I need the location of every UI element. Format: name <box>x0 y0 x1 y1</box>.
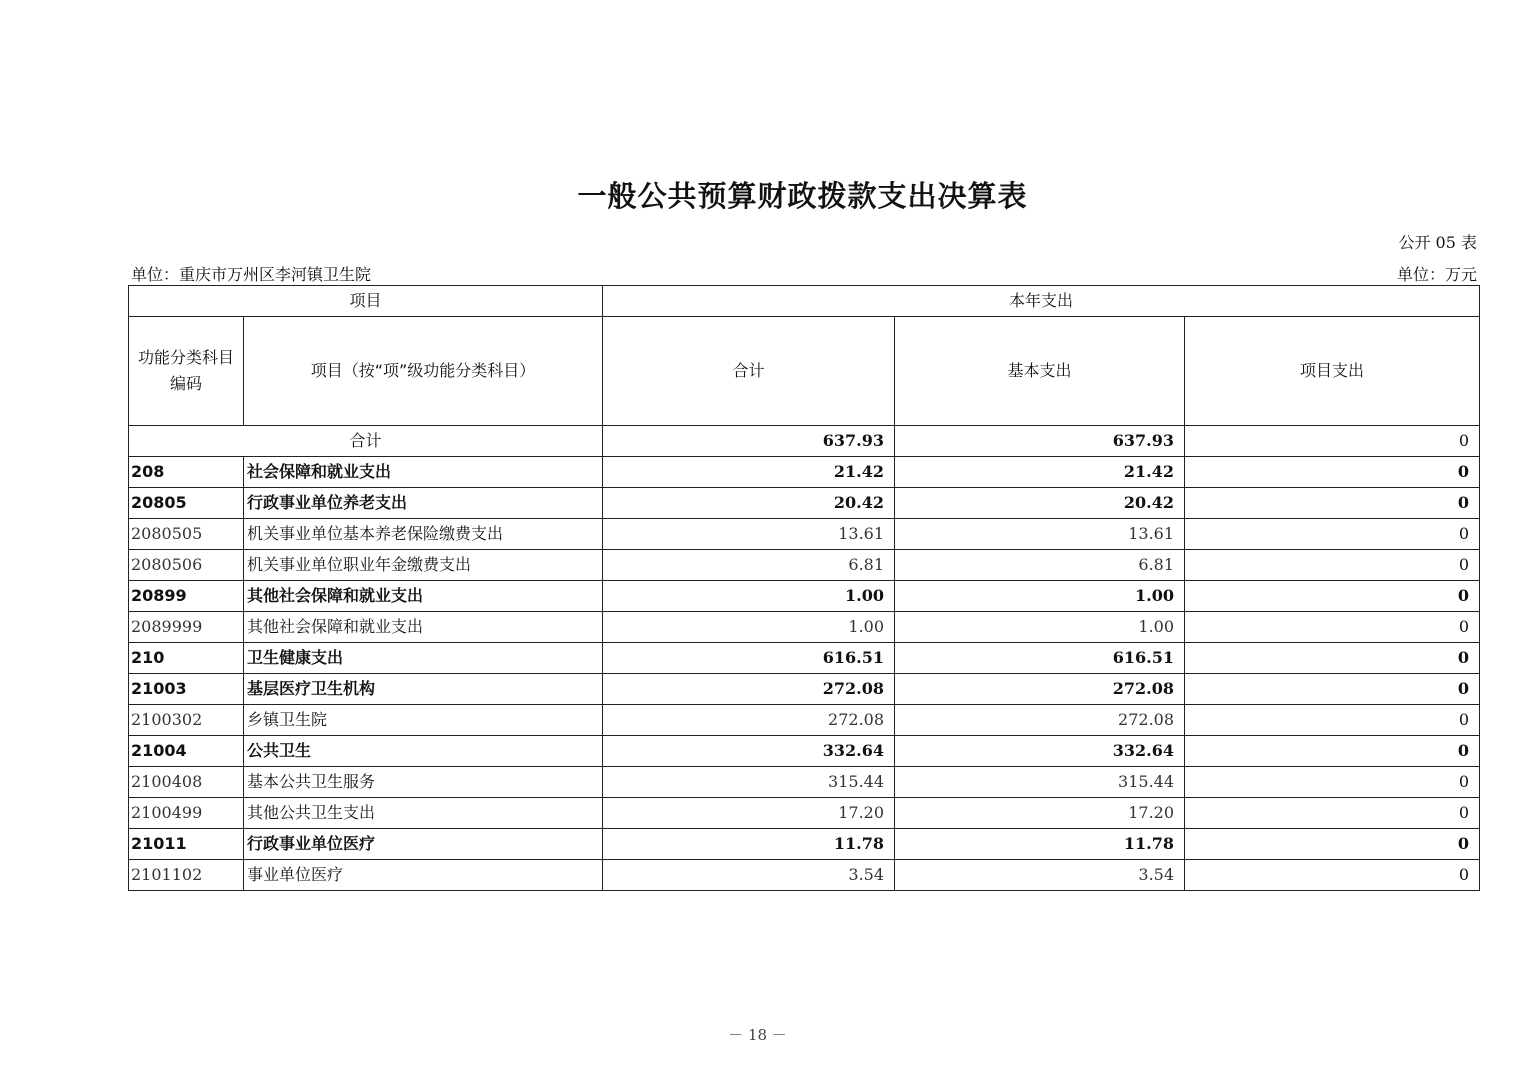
row-total: 1.00 <box>603 612 895 643</box>
row-total: 20.42 <box>603 488 895 519</box>
row-project: 0 <box>1185 550 1480 581</box>
currency-unit: 单位：万元 <box>1396 265 1477 284</box>
row-project: 0 <box>1185 581 1480 612</box>
row-total: 1.00 <box>603 581 895 612</box>
row-project: 0 <box>1185 736 1480 767</box>
expenditure-table <box>128 285 1480 891</box>
row-basic: 1.00 <box>895 612 1185 643</box>
row-total: 272.08 <box>603 674 895 705</box>
row-basic: 1.00 <box>895 581 1185 612</box>
row-project: 0 <box>1185 674 1480 705</box>
row-name: 行政事业单位养老支出 <box>244 488 603 519</box>
table-row <box>129 643 1480 674</box>
row-basic: 616.51 <box>895 643 1185 674</box>
row-total: 3.54 <box>603 860 895 891</box>
table-row <box>129 736 1480 767</box>
row-project: 0 <box>1185 519 1480 550</box>
table-row <box>129 581 1480 612</box>
total-row <box>129 426 1480 457</box>
row-code: 21011 <box>129 829 244 860</box>
form-number: 公开 05 表 <box>1398 233 1477 252</box>
row-total: 11.78 <box>603 829 895 860</box>
table-row <box>129 488 1480 519</box>
total-label: 合计 <box>129 426 603 457</box>
row-total: 315.44 <box>603 767 895 798</box>
table-row <box>129 519 1480 550</box>
row-name: 事业单位医疗 <box>244 860 603 891</box>
row-code: 2089999 <box>129 612 244 643</box>
row-project: 0 <box>1185 829 1480 860</box>
row-name: 机关事业单位基本养老保险缴费支出 <box>244 519 603 550</box>
row-total: 21.42 <box>603 457 895 488</box>
row-basic: 6.81 <box>895 550 1185 581</box>
row-name: 机关事业单位职业年金缴费支出 <box>244 550 603 581</box>
row-project: 0 <box>1185 488 1480 519</box>
row-code: 20899 <box>129 581 244 612</box>
organization-unit: 单位：重庆市万州区李河镇卫生院 <box>131 265 372 284</box>
row-code: 21003 <box>129 674 244 705</box>
row-total: 6.81 <box>603 550 895 581</box>
header-project-expense: 项目支出 <box>1185 317 1480 426</box>
row-total: 13.61 <box>603 519 895 550</box>
row-project: 0 <box>1185 860 1480 891</box>
header-code: 功能分类科目编码 <box>129 317 244 426</box>
row-code: 2080505 <box>129 519 244 550</box>
table-row <box>129 550 1480 581</box>
row-code: 210 <box>129 643 244 674</box>
row-code: 21004 <box>129 736 244 767</box>
row-project: 0 <box>1185 705 1480 736</box>
header-item: 项目（按“项”级功能分类科目） <box>244 317 603 426</box>
total-project: 0 <box>1185 426 1480 457</box>
row-basic: 315.44 <box>895 767 1185 798</box>
row-name: 其他社会保障和就业支出 <box>244 581 603 612</box>
row-name: 社会保障和就业支出 <box>244 457 603 488</box>
row-basic: 11.78 <box>895 829 1185 860</box>
table-row <box>129 457 1480 488</box>
page-number: － 18 － <box>728 1026 787 1044</box>
row-name: 其他公共卫生支出 <box>244 798 603 829</box>
row-name: 行政事业单位医疗 <box>244 829 603 860</box>
row-code: 208 <box>129 457 244 488</box>
row-total: 272.08 <box>603 705 895 736</box>
row-name: 其他社会保障和就业支出 <box>244 612 603 643</box>
row-name: 基层医疗卫生机构 <box>244 674 603 705</box>
table-row <box>129 674 1480 705</box>
row-code: 2100302 <box>129 705 244 736</box>
row-code: 2100499 <box>129 798 244 829</box>
header-total: 合计 <box>603 317 895 426</box>
row-basic: 3.54 <box>895 860 1185 891</box>
row-code: 20805 <box>129 488 244 519</box>
table-body <box>129 426 1480 891</box>
total-sum: 637.93 <box>603 426 895 457</box>
table-row <box>129 829 1480 860</box>
row-project: 0 <box>1185 643 1480 674</box>
row-name: 基本公共卫生服务 <box>244 767 603 798</box>
row-project: 0 <box>1185 612 1480 643</box>
row-basic: 13.61 <box>895 519 1185 550</box>
row-basic: 20.42 <box>895 488 1185 519</box>
row-basic: 272.08 <box>895 674 1185 705</box>
total-basic: 637.93 <box>895 426 1185 457</box>
row-code: 2080506 <box>129 550 244 581</box>
table-row <box>129 860 1480 891</box>
table-row <box>129 612 1480 643</box>
row-basic: 332.64 <box>895 736 1185 767</box>
table-row <box>129 705 1480 736</box>
row-code: 2101102 <box>129 860 244 891</box>
table-row <box>129 767 1480 798</box>
row-basic: 17.20 <box>895 798 1185 829</box>
table-row <box>129 798 1480 829</box>
row-total: 17.20 <box>603 798 895 829</box>
row-total: 332.64 <box>603 736 895 767</box>
header-current-year: 本年支出 <box>603 286 1480 317</box>
row-name: 公共卫生 <box>244 736 603 767</box>
row-code: 2100408 <box>129 767 244 798</box>
row-name: 卫生健康支出 <box>244 643 603 674</box>
row-total: 616.51 <box>603 643 895 674</box>
row-project: 0 <box>1185 798 1480 829</box>
header-basic: 基本支出 <box>895 317 1185 426</box>
header-project: 项目 <box>129 286 603 317</box>
row-name: 乡镇卫生院 <box>244 705 603 736</box>
row-basic: 21.42 <box>895 457 1185 488</box>
row-project: 0 <box>1185 767 1480 798</box>
document-title: 一般公共预算财政拨款支出决算表 <box>577 179 1028 213</box>
row-project: 0 <box>1185 457 1480 488</box>
row-basic: 272.08 <box>895 705 1185 736</box>
